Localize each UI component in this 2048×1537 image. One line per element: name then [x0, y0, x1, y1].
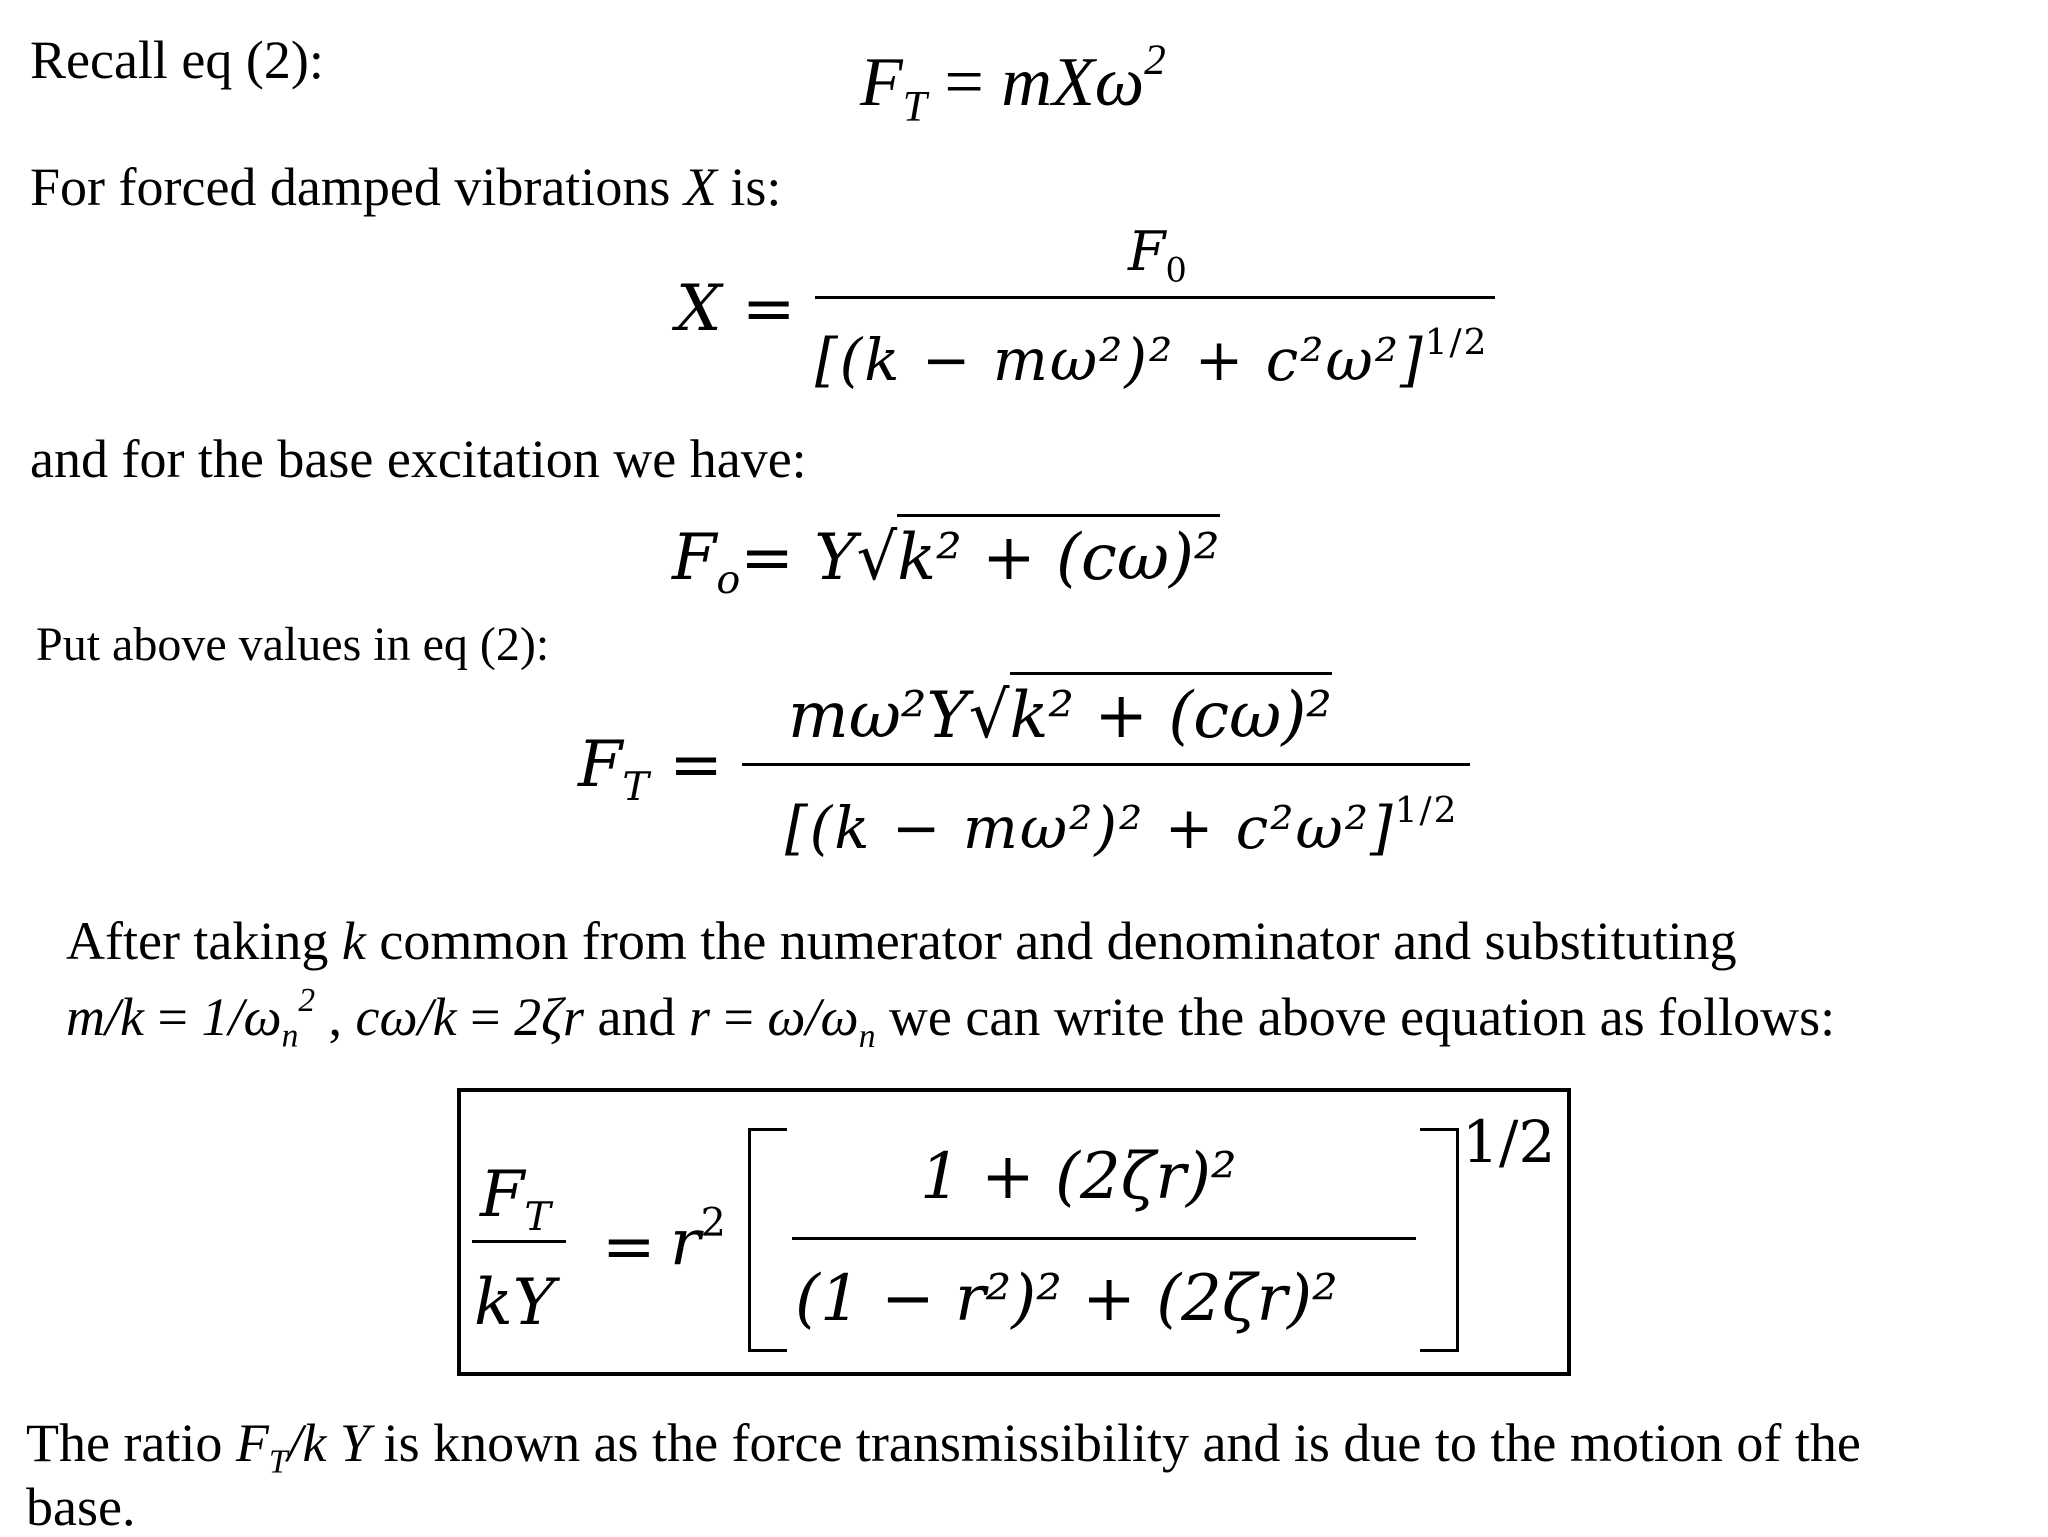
- x-eq-num-var: F: [1128, 220, 1166, 283]
- ft-eq-radical: √: [968, 679, 1010, 753]
- final-lhs-denominator: kY: [474, 1266, 556, 1340]
- final-numerator: 1 + (2ζr)²: [920, 1140, 1237, 1214]
- f0-eq-lhs-sub: o: [716, 556, 741, 603]
- final-coef-sup: 2: [700, 1200, 726, 1246]
- x-eq-lhs: [676, 272, 796, 346]
- f0-eq-lhs: F: [672, 521, 717, 595]
- ft-eq-fraction-bar: [742, 763, 1470, 766]
- x-eq-denominator: [815, 322, 1489, 394]
- final-coef-var: r: [670, 1206, 701, 1281]
- forced-intro-var: X: [683, 157, 717, 217]
- after-line2-f: ,: [315, 987, 356, 1048]
- final-lhs-num-var: F: [480, 1158, 525, 1232]
- forced-intro: [30, 157, 782, 217]
- ft-eq-radicand: k² + (cω)²: [1010, 672, 1332, 753]
- after-line2-d: n: [281, 1017, 299, 1055]
- after-line2-i: 2ζr: [514, 987, 584, 1048]
- final-equals: =: [602, 1210, 656, 1284]
- after-line2-l: =: [709, 987, 768, 1048]
- f0-eq: [672, 518, 1220, 603]
- after-line1-post: common from the numerator and denominator and substituting: [365, 911, 1737, 971]
- x-eq-den-expr: [(k − mω²)² + c²ω²]: [815, 325, 1425, 394]
- ft-eq-denominator: [785, 790, 1459, 862]
- x-eq-lhs-var: X: [676, 272, 722, 346]
- ft-eq-numerator: [788, 676, 1332, 753]
- after-line1-pre: After taking: [66, 911, 342, 971]
- after-line2-n: n: [858, 1017, 876, 1055]
- ratio-line1-c: T: [268, 1443, 288, 1481]
- ratio-line1-e: is known as the force transmissibility and is due to the motion of the: [370, 1413, 1861, 1473]
- final-lhs-fraction-bar: [472, 1240, 566, 1243]
- x-eq-equals: =: [741, 272, 796, 346]
- after-line2-k: r: [688, 987, 710, 1048]
- forced-intro-post: is:: [716, 157, 782, 217]
- final-lhs-num-sub: T: [524, 1193, 551, 1240]
- final-outer-sup: 1/2: [1462, 1108, 1556, 1176]
- eq2-lhs: F: [860, 44, 903, 122]
- eq2-rhs-sup: 2: [1144, 36, 1166, 84]
- final-fraction-bar: [792, 1237, 1416, 1240]
- x-eq-num-sub: 0: [1165, 250, 1187, 290]
- final-lhs-numerator: [480, 1158, 551, 1240]
- ft-eq-lhs-var: F: [578, 728, 623, 802]
- after-line2-o: we can write the above equation as follows:: [875, 987, 1836, 1048]
- forced-intro-pre: For forced damped vibrations: [30, 157, 684, 217]
- after-line2-e: 2: [298, 982, 316, 1019]
- after-line-2: [66, 984, 1835, 1053]
- after-line2-h: =: [456, 987, 515, 1048]
- ft-eq-lhs-sub: T: [622, 763, 649, 810]
- ft-eq-den-expr: [(k − mω²)² + c²ω²]: [785, 793, 1395, 862]
- after-line2-m: ω/ω: [767, 987, 859, 1048]
- ratio-line1-d: /k Y: [287, 1413, 371, 1473]
- after-line2-a: m/k: [66, 987, 144, 1048]
- after-line2-c: 1/ω: [201, 987, 282, 1048]
- f0-eq-radical: √: [856, 521, 898, 595]
- after-line2-j: and: [583, 987, 689, 1048]
- ft-eq-lhs: [578, 728, 723, 810]
- final-left-bracket: [748, 1128, 787, 1352]
- x-eq-fraction-bar: [815, 296, 1495, 299]
- f0-eq-y: Y: [814, 521, 857, 595]
- ft-eq-den-sup: 1/2: [1394, 790, 1459, 831]
- after-line1-var: k: [341, 911, 366, 971]
- eq2-rhs: mXω: [1001, 44, 1145, 122]
- x-eq-den-sup: 1/2: [1424, 322, 1489, 363]
- eq2-equals: =: [944, 44, 984, 122]
- eq2-lhs-sub: T: [902, 82, 927, 131]
- ratio-line-1: [26, 1413, 1861, 1481]
- ratio-line-2: base.: [26, 1477, 136, 1537]
- after-line2-b: =: [143, 987, 202, 1048]
- put-values-text: Put above values in eq (2):: [36, 618, 550, 671]
- f0-eq-radicand: k² + (cω)²: [897, 514, 1219, 595]
- after-line-1: [66, 911, 1737, 971]
- equation-2: [860, 35, 1166, 131]
- x-eq-numerator: [1128, 220, 1187, 290]
- final-right-bracket: [1420, 1128, 1459, 1352]
- final-denominator: (1 − r²)² + (2ζr)²: [795, 1262, 1338, 1336]
- f0-eq-equals: =: [740, 521, 794, 595]
- final-coef: [670, 1200, 726, 1281]
- after-line2-g: cω/k: [355, 987, 457, 1048]
- ft-eq-equals: =: [669, 728, 723, 802]
- ratio-line1-a: The ratio: [26, 1413, 236, 1473]
- ratio-line1-b: F: [235, 1413, 269, 1473]
- ft-eq-num-pre: mω²Y: [788, 679, 969, 753]
- base-intro: and for the base excitation we have:: [30, 429, 807, 489]
- recall-text: Recall eq (2):: [30, 30, 324, 90]
